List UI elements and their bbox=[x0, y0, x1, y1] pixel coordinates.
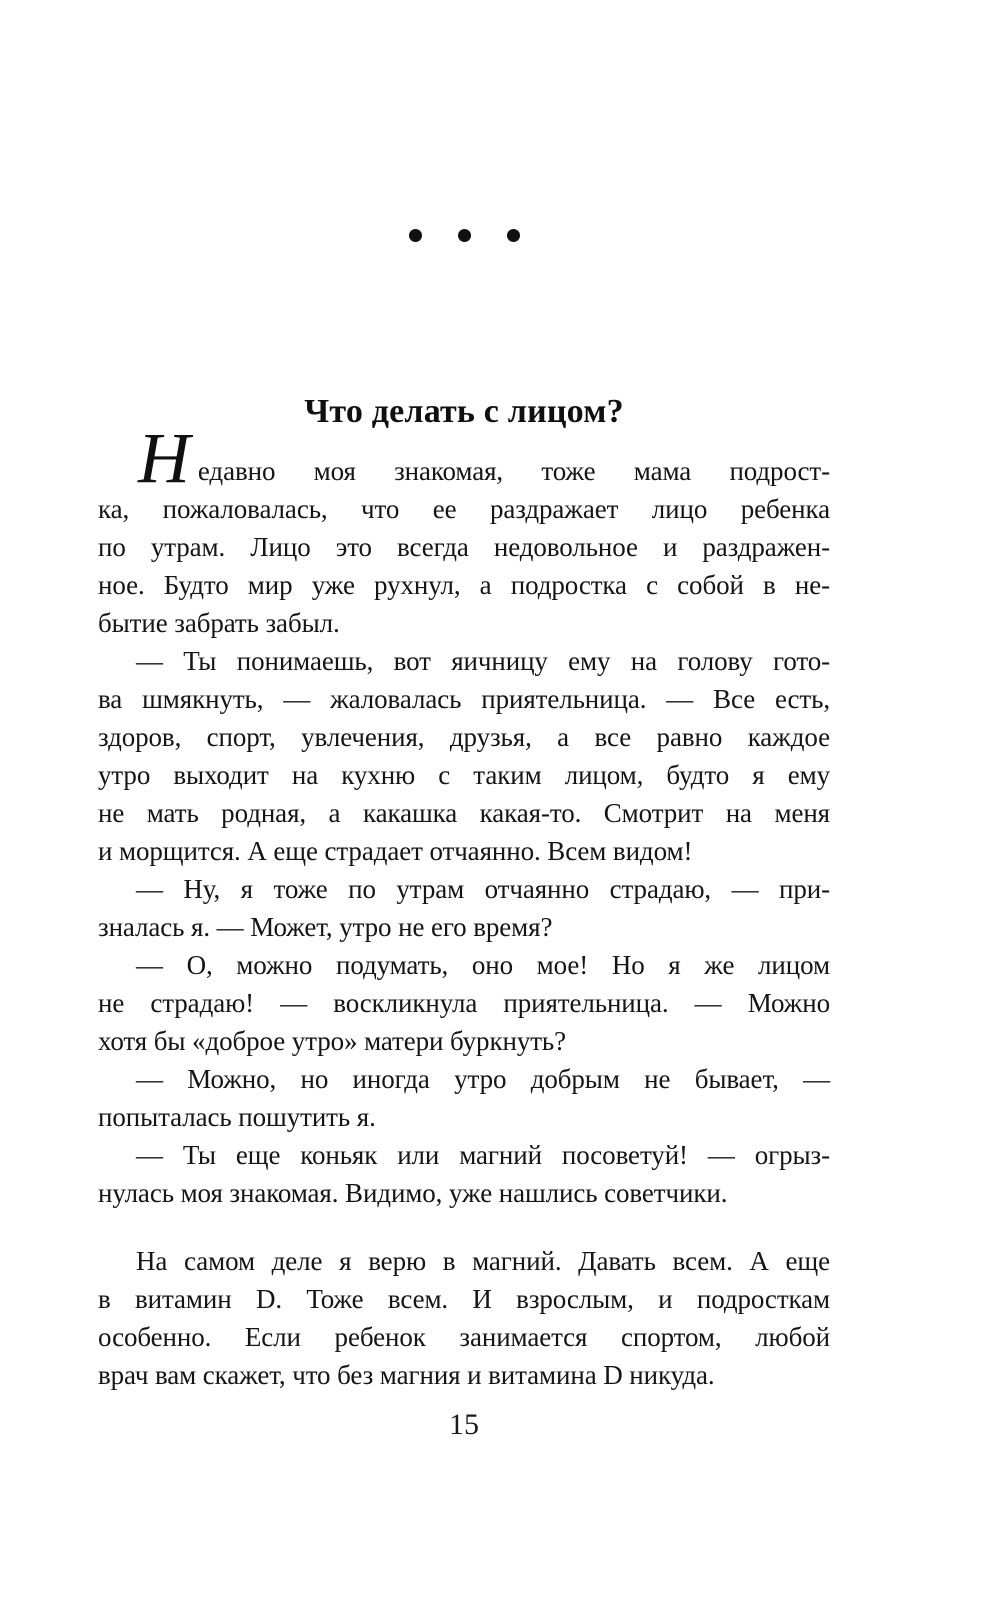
text-line: ное. Будто мир уже рухнул, а подростка с собой в не- bbox=[98, 570, 830, 600]
drop-cap: Н bbox=[138, 418, 190, 498]
text-line: ва шмякнуть, — жаловалась приятельница. — Все есть, bbox=[98, 684, 830, 714]
text-line: — Ты понимаешь, вот яичницу ему на голову гото- bbox=[136, 646, 830, 676]
text-line: — Ты еще коньяк или магний посоветуй! — огрыз- bbox=[136, 1140, 830, 1170]
text-line: На самом деле я верю в магний. Давать всем. А еще bbox=[136, 1246, 830, 1276]
text-line: особенно. Если ребенок занимается спортом, любой bbox=[98, 1322, 830, 1352]
text-line: не страдаю! — воскликнула приятельница. — Можно bbox=[98, 988, 830, 1018]
separator-dot-icon bbox=[458, 229, 471, 242]
separator-dot-icon bbox=[507, 229, 520, 242]
text-line: врач вам скажет, что без магния и витамина D никуда. bbox=[98, 1360, 715, 1390]
text-line: — Ну, я тоже по утрам отчаянно страдаю, — при- bbox=[136, 874, 830, 904]
paragraph bbox=[98, 1242, 830, 1394]
chapter-title: Что делать с лицом? bbox=[304, 392, 624, 430]
body-text-column bbox=[98, 418, 830, 1394]
text-line: попыталась пошутить я. bbox=[98, 1102, 376, 1132]
text-line: бытие забрать забыл. bbox=[98, 608, 340, 638]
paragraph bbox=[98, 946, 830, 1060]
section-separator bbox=[98, 229, 830, 242]
text-line: ка, пожаловалась, что ее раздражает лицо ребенка bbox=[98, 494, 830, 524]
paragraph bbox=[98, 870, 830, 946]
text-line: — Можно, но иногда утро добрым не бывает, — bbox=[136, 1064, 830, 1094]
text-line: нулась моя знакомая. Видимо, уже нашлись советчики. bbox=[98, 1178, 728, 1208]
paragraph bbox=[98, 1060, 830, 1136]
paragraph bbox=[98, 1136, 830, 1212]
paragraph bbox=[98, 418, 830, 642]
text-line: по утрам. Лицо это всегда недовольное и раздражен- bbox=[98, 532, 830, 562]
paragraph bbox=[98, 642, 830, 870]
text-line-content: едавно моя знакомая, тоже мама подрост- bbox=[197, 456, 830, 486]
separator-dot-icon bbox=[409, 229, 422, 242]
text-line: утро выходит на кухню с таким лицом, будто я ему bbox=[98, 760, 830, 790]
text-line: — О, можно подумать, оно мое! Но я же лицом bbox=[136, 950, 830, 980]
text-line: и морщится. А еще страдает отчаянно. Всем видом! bbox=[98, 836, 693, 866]
text-line: хотя бы «доброе утро» матери буркнуть? bbox=[98, 1026, 567, 1056]
text-line bbox=[98, 418, 830, 498]
text-line: в витамин D. Тоже всем. И взрослым, и подросткам bbox=[98, 1284, 830, 1314]
text-line: зналась я. — Может, утро не его время? bbox=[98, 912, 553, 942]
text-line: здоров, спорт, увлечения, друзья, а все равно каждое bbox=[98, 722, 830, 752]
page-number: 15 bbox=[449, 1408, 479, 1441]
text-line: не мать родная, а какашка какая-то. Смотрит на меня bbox=[98, 798, 830, 828]
